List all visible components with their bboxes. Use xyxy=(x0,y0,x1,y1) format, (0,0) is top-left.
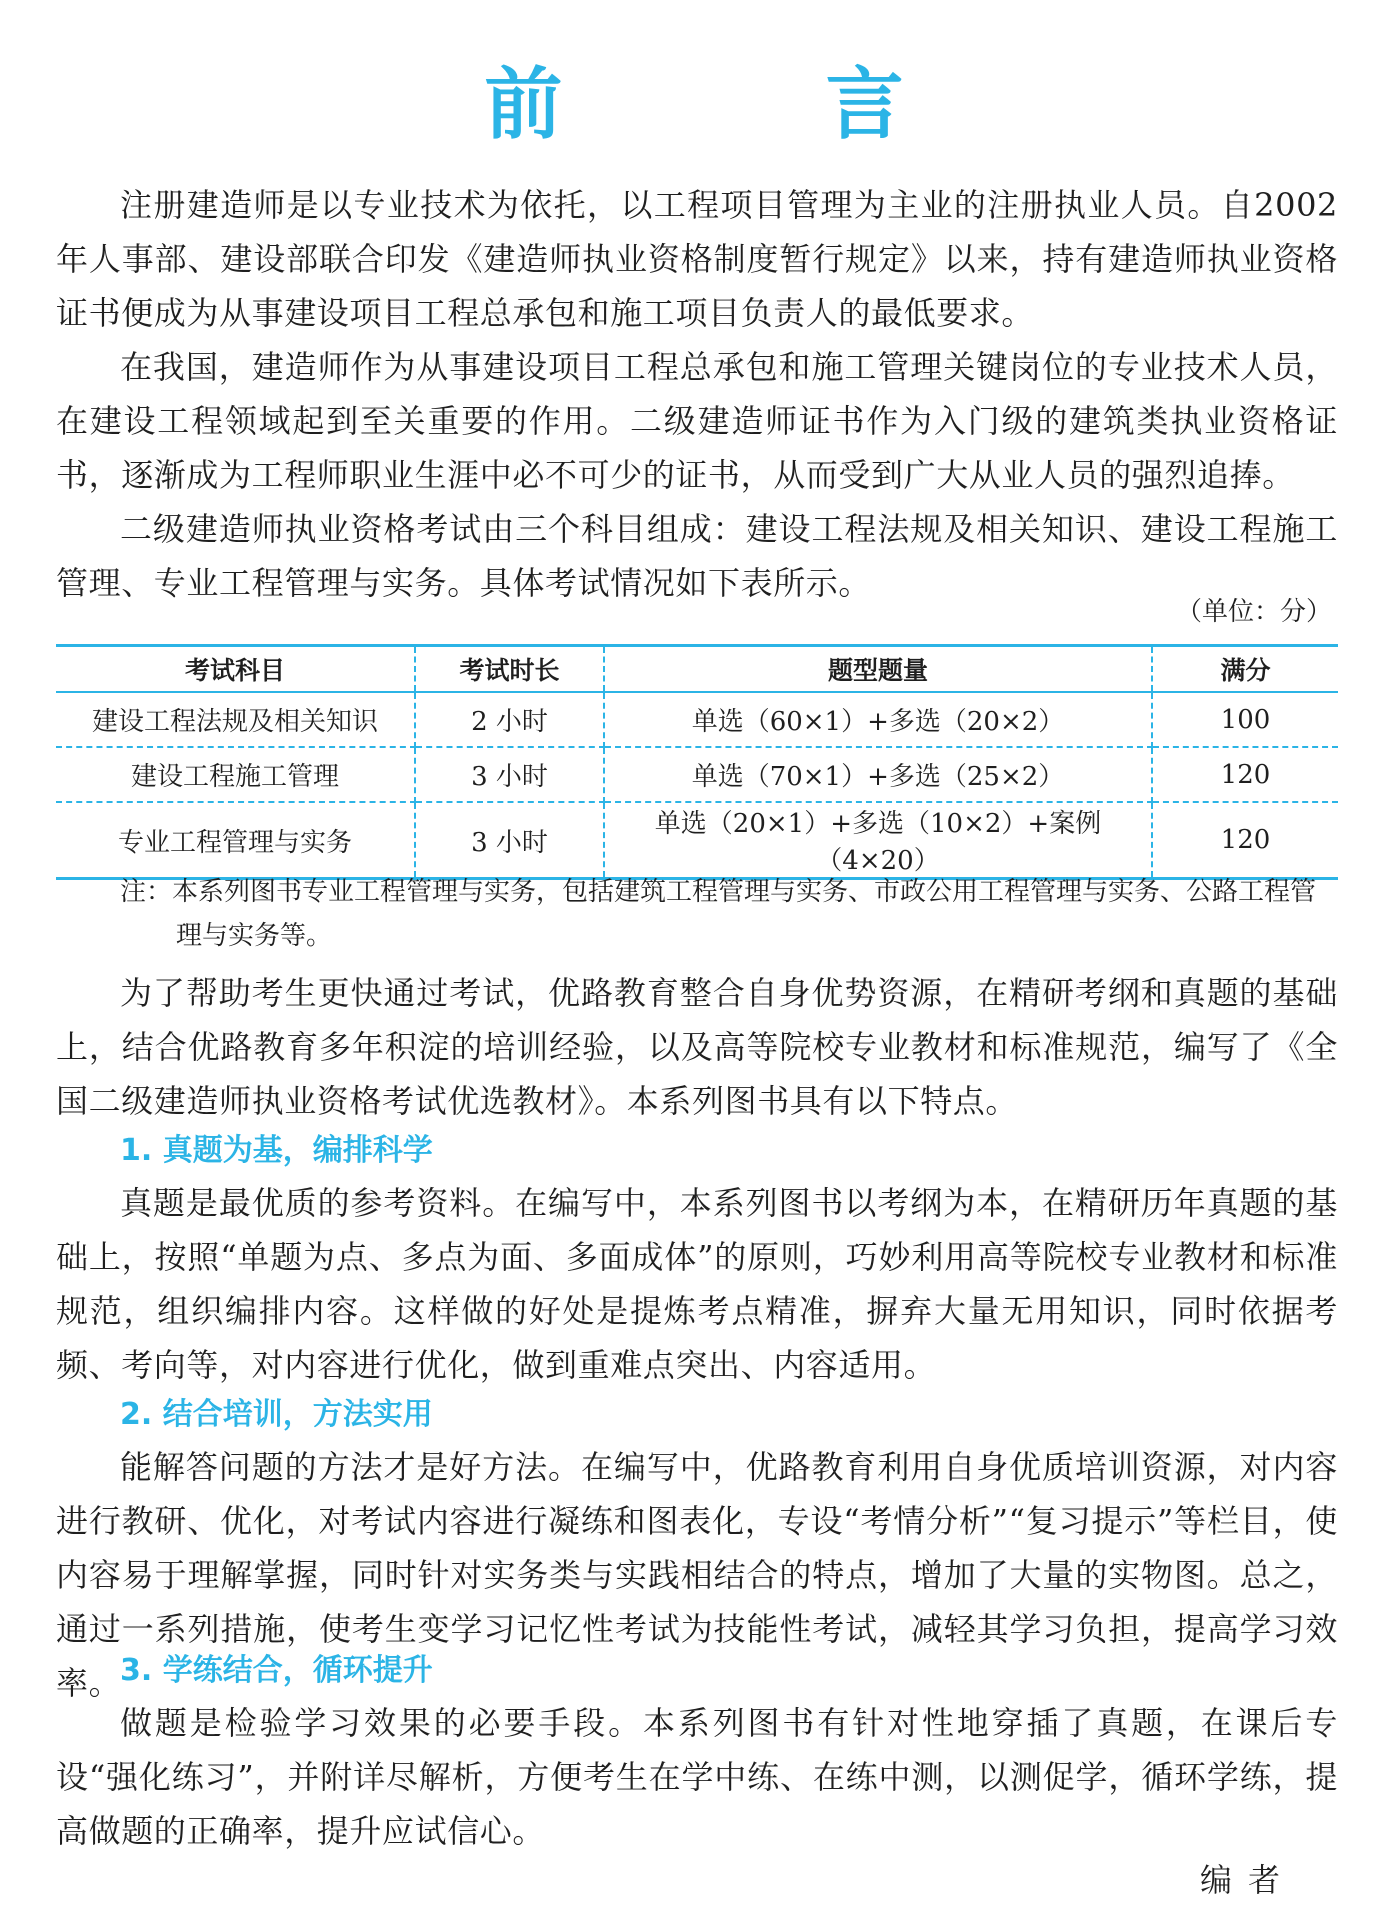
page-title: 前 言 xyxy=(484,60,1022,150)
table-row xyxy=(56,747,1338,802)
paragraph-4-section xyxy=(56,966,1338,1128)
table-cell: 单选（60×1）+多选（20×2） xyxy=(604,692,1152,747)
feature-section-1 xyxy=(56,1176,1338,1392)
table-note: 注：本系列图书专业工程管理与实务，包括建筑工程管理与实务、市政公用工程管理与实务、公路工程管理与实务等。 xyxy=(120,877,1317,951)
table-cell: 建设工程施工管理 xyxy=(56,747,415,802)
table-cell: 2 小时 xyxy=(415,692,604,747)
paragraph-1: 注册建造师是以专业技术为依托，以工程项目管理为主业的注册执业人员。自2002年人事部、建设部联合印发《建造师执业资格制度暂行规定》以来，持有建造师执业资格证书便成为从事建设项目工程总承包和施工项目负责人的最低要求。 xyxy=(56,186,1338,332)
intro-section xyxy=(56,178,1338,610)
feature-heading-2: 2. 结合培训，方法实用 xyxy=(120,1397,433,1432)
table-cell: 专业工程管理与实务 xyxy=(56,802,415,879)
table-cell: 单选（20×1）+多选（10×2）+案例（4×20） xyxy=(604,802,1152,879)
author-signature: 编者 xyxy=(1200,1861,1297,1899)
table-cell: 建设工程法规及相关知识 xyxy=(56,692,415,747)
exam-table xyxy=(56,644,1338,880)
feature-text-3: 做题是检验学习效果的必要手段。本系列图书有针对性地穿插了真题，在课后专设“强化练习”，并附详尽解析，方便考生在学中练、在练中测，以测促学，循环学练，提高做题的正确率，提升应试信心。 xyxy=(56,1704,1338,1850)
table-header-row xyxy=(56,646,1338,693)
table-cell: 单选（70×1）+多选（25×2） xyxy=(604,747,1152,802)
table-header-cell: 考试时长 xyxy=(415,646,604,693)
table-cell: 100 xyxy=(1152,692,1338,747)
paragraph-4: 为了帮助考生更快通过考试，优路教育整合自身优势资源，在精研考纲和真题的基础上，结合优路教育多年积淀的培训经验，以及高等院校专业教材和标准规范，编写了《全国二级建造师执业资格考试优选教材》。本系列图书具有以下特点。 xyxy=(56,974,1338,1120)
paragraph-3: 二级建造师执业资格考试由三个科目组成：建设工程法规及相关知识、建设工程施工管理、专业工程管理与实务。具体考试情况如下表所示。 xyxy=(56,510,1338,602)
table-header-cell: 考试科目 xyxy=(56,646,415,693)
table-cell: 3 小时 xyxy=(415,802,604,879)
feature-heading-3: 3. 学练结合，循环提升 xyxy=(120,1653,433,1688)
table-header-cell: 满分 xyxy=(1152,646,1338,693)
table-header-cell: 题型题量 xyxy=(604,646,1152,693)
table-row xyxy=(56,802,1338,879)
feature-text-1: 真题是最优质的参考资料。在编写中，本系列图书以考纲为本，在精研历年真题的基础上，按照“单题为点、多点为面、多面成体”的原则，巧妙利用高等院校专业教材和标准规范，组织编排内容。这样做的好处是提炼考点精准，摒弃大量无用知识，同时依据考频、考向等，对内容进行优化，做到重难点突出、内容适用。 xyxy=(56,1184,1338,1384)
paragraph-2: 在我国，建造师作为从事建设项目工程总承包和施工管理关键岗位的专业技术人员，在建设工程领域起到至关重要的作用。二级建造师证书作为入门级的建筑类执业资格证书，逐渐成为工程师职业生涯中必不可少的证书，从而受到广大从业人员的强烈追捧。 xyxy=(56,348,1338,494)
feature-section-3 xyxy=(56,1696,1338,1858)
feature-text-2: 能解答问题的方法才是好方法。在编写中，优路教育利用自身优质培训资源，对内容进行教研、优化，对考试内容进行凝练和图表化，专设“考情分析”“复习提示”等栏目，使内容易于理解掌握，同时针对实务类与实践相结合的特点，增加了大量的实物图。总之，通过一系列措施，使考生变学习记忆性考试为技能性考试，减轻其学习负担，提高学习效率。 xyxy=(56,1448,1338,1702)
table-cell: 120 xyxy=(1152,802,1338,879)
table-cell: 3 小时 xyxy=(415,747,604,802)
table-cell: 120 xyxy=(1152,747,1338,802)
table-unit-label: （单位：分） xyxy=(1175,597,1332,627)
table-row xyxy=(56,692,1338,747)
feature-heading-1: 1. 真题为基，编排科学 xyxy=(120,1133,433,1168)
